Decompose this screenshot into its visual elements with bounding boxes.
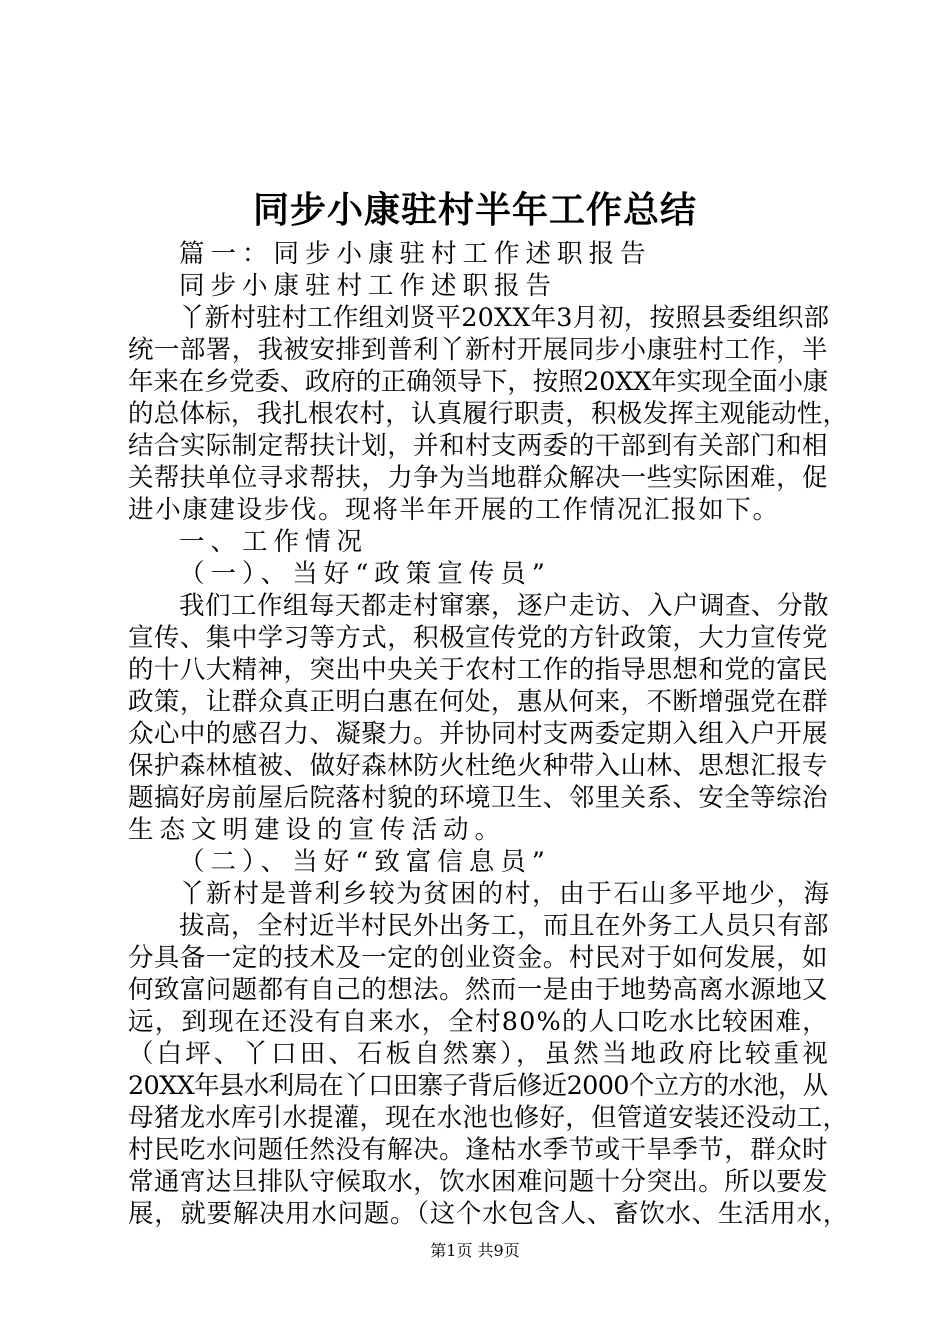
paragraph-line: 常通宵达旦排队守候取水，饮水困难问题十分突出。所以要发: [128, 1167, 828, 1197]
paragraph-line: 分具备一定的技术及一定的创业资金。村民对于如何发展，如: [128, 943, 828, 973]
paragraph-line: 关帮扶单位寻求帮扶，力争为当地群众解决一些实际困难，促: [128, 463, 828, 493]
subsection-heading: （二）、当好“致富信息员”: [179, 847, 551, 877]
paragraph-line: 的总体标，我扎根农村，认真履行职责，积极发挥主观能动性，: [128, 399, 849, 429]
paragraph-line: 进小康建设步伐。现将半年开展的工作情况汇报如下。: [128, 495, 780, 525]
section-heading: 篇一：同步小康驻村工作述职报告: [179, 239, 652, 269]
paragraph-line: 村民吃水问题任然没有解决。逢枯水季节或干旱季节，群众时: [128, 1135, 828, 1165]
paragraph-line: 丫新村驻村工作组刘贤平20XX年3月初，按照县委组织部: [179, 303, 830, 333]
paragraph-line: 母猪龙水库引水提灌，现在水池也修好，但管道安装还没动工，: [128, 1103, 849, 1133]
paragraph-line: 20XX年县水利局在丫口田寨子背后修近2000个立方的水池，从: [128, 1071, 828, 1101]
paragraph-line: 众心中的感召力、凝聚力。并协同村支两委定期入组入户开展: [128, 719, 828, 749]
paragraph-line: 宣传、集中学习等方式，积极宣传党的方针政策，大力宣传党: [128, 623, 828, 653]
page-number: 第1页 共9页: [430, 1241, 520, 1260]
paragraph-line: 远，到现在还没有自来水，全村80%的人口吃水比较困难，: [128, 1007, 829, 1037]
paragraph-line: 年来在乡党委、政府的正确领导下，按照20XX年实现全面小康: [128, 367, 829, 397]
paragraph-line: 拔高，全村近半村民外出务工，而且在外务工人员只有部: [179, 911, 830, 941]
paragraph-line: 政策，让群众真正明白惠在何处，惠从何来，不断增强党在群: [128, 687, 828, 717]
report-subtitle: 同步小康驻村工作述职报告: [179, 271, 558, 301]
paragraph-line: 统一部署，我被安排到普利丫新村开展同步小康驻村工作，半: [128, 335, 828, 365]
section-heading: 一、工作情况: [179, 527, 369, 557]
paragraph-line: （白坪、丫口田、石板自然寨），虽然当地政府比较重视: [128, 1039, 831, 1069]
subsection-heading: （一）、当好“政策宣传员”: [179, 559, 551, 589]
paragraph-line: 题搞好房前屋后院落村貌的环境卫生、邻里关系、安全等综治: [128, 783, 828, 813]
paragraph-line: 我们工作组每天都走村窜寨，逐户走访、入户调查、分散: [179, 591, 830, 621]
paragraph-line: 结合实际制定帮扶计划，并和村支两委的干部到有关部门和相: [128, 431, 828, 461]
paragraph-line: 丫新村是普利乡较为贫困的村，由于石山多平地少，海: [179, 879, 831, 909]
paragraph-line: 何致富问题都有自己的想法。然而一是由于地势高离水源地又: [128, 975, 828, 1005]
paragraph-line: 展，就要解决用水问题。（这个水包含人、畜饮水、生活用水，: [128, 1199, 849, 1229]
paragraph-line: 的十八大精神，突出中央关于农村工作的指导思想和党的富民: [128, 655, 828, 685]
paragraph-line: 生态文明建设的宣传活动。: [128, 815, 507, 845]
paragraph-line: 保护森林植被、做好森林防火杜绝火种带入山林、思想汇报专: [128, 751, 828, 781]
document-title: 同步小康驻村半年工作总结: [252, 189, 697, 231]
